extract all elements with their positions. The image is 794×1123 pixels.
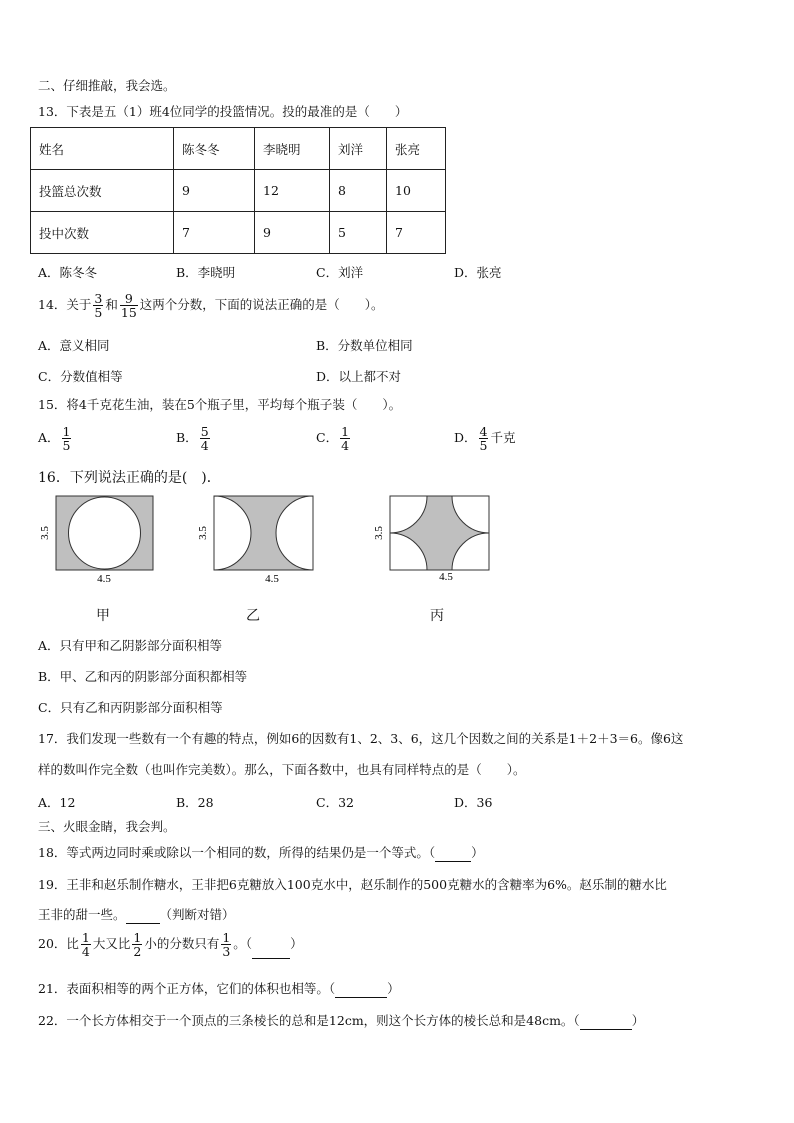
table-cell: 7 bbox=[174, 212, 255, 254]
table-cell: 12 bbox=[255, 170, 330, 212]
q19-text: 王非的甜一些。 bbox=[38, 907, 126, 922]
fraction bbox=[81, 931, 91, 958]
numerator: 3 bbox=[94, 291, 103, 306]
question-13: 13．下表是五（1）班4位同学的投篮情况。投的最准的是（ ） bbox=[38, 104, 408, 119]
width-label: 4.5 bbox=[439, 571, 453, 583]
answer-blank[interactable] bbox=[252, 930, 290, 959]
denominator: 5 bbox=[94, 305, 103, 320]
numerator: 1 bbox=[341, 424, 350, 439]
table-cell: 姓名 bbox=[31, 128, 174, 170]
question-18 bbox=[38, 845, 484, 862]
figure-bing bbox=[370, 492, 500, 586]
q13-option-a[interactable]: A．陈冬冬 bbox=[38, 265, 98, 280]
table-cell: 7 bbox=[387, 212, 446, 254]
q15-option-d[interactable] bbox=[454, 424, 516, 452]
q14-prefix: 14．关于 bbox=[38, 297, 92, 312]
table-cell: 陈冬冬 bbox=[174, 128, 255, 170]
denominator: 4 bbox=[341, 438, 350, 453]
q13-option-c[interactable]: C．刘洋 bbox=[316, 265, 364, 280]
option-letter: C． bbox=[316, 430, 339, 445]
fraction bbox=[62, 425, 72, 452]
inner-circle bbox=[69, 497, 141, 569]
table-cell: 投中次数 bbox=[31, 212, 174, 254]
fraction bbox=[93, 292, 103, 319]
answer-blank[interactable] bbox=[335, 981, 387, 998]
question-19-line-2 bbox=[38, 907, 235, 924]
figure-jia bbox=[36, 492, 166, 586]
denominator: 5 bbox=[479, 438, 488, 453]
question-19-line-1: 19．王非和赵乐制作糖水，王非把6克糖放入100克水中，赵乐制作的500克糖水的含糖率为6%。赵乐制的糖水比 bbox=[38, 877, 667, 892]
table-cell: 投篮总次数 bbox=[31, 170, 174, 212]
figure-bing-caption: 丙 bbox=[430, 608, 444, 624]
q14-option-a[interactable]: A．意义相同 bbox=[38, 338, 110, 353]
question-17-line-1: 17．我们发现一些数有一个有趣的特点，例如6的因数有1、2、3、6，这几个因数之间的关系是1＋2＋3＝6。像6这 bbox=[38, 731, 684, 746]
q21-text: 21．表面积相等的两个正方体，它们的体积也相等。（ bbox=[38, 981, 336, 996]
fraction bbox=[120, 292, 138, 319]
height-label: 3.5 bbox=[39, 526, 51, 540]
q13-option-b[interactable]: B．李晓明 bbox=[176, 265, 236, 280]
option-letter: A． bbox=[38, 430, 60, 445]
table-cell: 9 bbox=[174, 170, 255, 212]
question-17-line-2: 样的数叫作完全数（也叫作完美数）。那么，下面各数中，也具有同样特点的是（ ）。 bbox=[38, 762, 526, 777]
q13-option-d[interactable]: D．张亮 bbox=[454, 265, 502, 280]
table-cell: 李晓明 bbox=[255, 128, 330, 170]
denominator: 5 bbox=[62, 438, 71, 453]
figure-yi bbox=[194, 492, 324, 586]
answer-blank[interactable] bbox=[435, 845, 471, 862]
q16-option-c[interactable]: C．只有乙和丙阴影部分面积相等 bbox=[38, 700, 223, 715]
q16-option-b[interactable]: B．甲、乙和丙的阴影部分面积都相等 bbox=[38, 669, 248, 684]
table-cell: 刘洋 bbox=[330, 128, 387, 170]
question-14 bbox=[38, 291, 384, 319]
numerator: 1 bbox=[81, 930, 90, 945]
table-cell: 张亮 bbox=[387, 128, 446, 170]
q17-option-d[interactable]: D．36 bbox=[454, 795, 493, 810]
section-2-title: 二、仔细推敲，我会选。 bbox=[38, 78, 176, 93]
q14-suffix: 这两个分数，下面的说法正确的是（ ）。 bbox=[139, 297, 384, 312]
numerator: 5 bbox=[200, 424, 209, 439]
width-label: 4.5 bbox=[97, 573, 111, 585]
q16-option-a[interactable]: A．只有甲和乙阴影部分面积相等 bbox=[38, 638, 223, 653]
numerator: 1 bbox=[222, 930, 231, 945]
q20-text-b: 大又比 bbox=[92, 936, 131, 951]
table-row bbox=[31, 170, 446, 212]
width-label: 4.5 bbox=[265, 573, 279, 585]
q14-option-c[interactable]: C．分数值相等 bbox=[38, 369, 123, 384]
q17-option-a[interactable]: A．12 bbox=[38, 795, 76, 810]
q20-text-d: 。（ bbox=[233, 936, 253, 951]
q15-option-b[interactable] bbox=[176, 424, 212, 452]
fraction bbox=[200, 425, 210, 452]
table-cell: 9 bbox=[255, 212, 330, 254]
fraction bbox=[340, 425, 350, 452]
q21-end: ） bbox=[387, 981, 400, 996]
figure-yi-caption: 乙 bbox=[246, 608, 260, 624]
question-22 bbox=[38, 1013, 644, 1030]
denominator: 3 bbox=[222, 944, 231, 959]
q14-mid: 和 bbox=[105, 297, 118, 312]
q15-option-c[interactable] bbox=[316, 424, 352, 452]
q22-text: 22．一个长方体相交于一个顶点的三条棱长的总和是12cm，则这个长方体的棱长总和是48cm。（ bbox=[38, 1013, 580, 1028]
figure-jia-caption: 甲 bbox=[96, 608, 110, 624]
numerator: 9 bbox=[120, 292, 138, 306]
q19-judge: （判断对错） bbox=[159, 907, 235, 922]
table-cell: 10 bbox=[387, 170, 446, 212]
option-letter: D． bbox=[454, 430, 477, 445]
q20-text-a: 20．比 bbox=[38, 936, 79, 951]
q17-option-b[interactable]: B．28 bbox=[176, 795, 214, 810]
section-3-title: 三、火眼金睛，我会判。 bbox=[38, 819, 176, 834]
denominator: 2 bbox=[133, 944, 142, 959]
q14-option-d[interactable]: D．以上都不对 bbox=[316, 369, 402, 384]
numerator: 1 bbox=[62, 424, 71, 439]
question-15: 15．将4千克花生油，装在5个瓶子里，平均每个瓶子装（ ）。 bbox=[38, 397, 402, 412]
q14-option-b[interactable]: B．分数单位相同 bbox=[316, 338, 413, 353]
numerator: 1 bbox=[133, 930, 142, 945]
fraction bbox=[479, 425, 489, 452]
table-cell: 8 bbox=[330, 170, 387, 212]
denominator: 4 bbox=[200, 438, 209, 453]
table-row bbox=[31, 212, 446, 254]
q18-end: ） bbox=[471, 845, 484, 860]
answer-blank[interactable] bbox=[126, 907, 160, 924]
q22-end: ） bbox=[631, 1013, 645, 1028]
height-label: 3.5 bbox=[373, 526, 385, 540]
q20-text-c: 小的分数只有 bbox=[144, 936, 220, 951]
table-header-row bbox=[31, 128, 446, 170]
fraction bbox=[221, 931, 231, 958]
answer-blank[interactable] bbox=[580, 1013, 632, 1030]
fraction bbox=[132, 931, 142, 958]
option-letter: B． bbox=[176, 430, 198, 445]
q18-text: 18．等式两边同时乘或除以一个相同的数，所得的结果仍是一个等式。（ bbox=[38, 845, 436, 860]
question-20 bbox=[38, 930, 303, 959]
table-cell: 5 bbox=[330, 212, 387, 254]
denominator: 15 bbox=[120, 305, 137, 320]
numerator: 4 bbox=[479, 424, 488, 439]
height-label: 3.5 bbox=[197, 526, 209, 540]
denominator: 4 bbox=[81, 944, 90, 959]
q17-option-c[interactable]: C．32 bbox=[316, 795, 354, 810]
q15-option-a[interactable] bbox=[38, 424, 73, 452]
option-unit: 千克 bbox=[490, 430, 516, 445]
q20-end: ） bbox=[290, 936, 303, 951]
question-21 bbox=[38, 981, 400, 998]
question-16: 16．下列说法正确的是( )． bbox=[38, 470, 221, 486]
shooting-table bbox=[30, 127, 446, 254]
